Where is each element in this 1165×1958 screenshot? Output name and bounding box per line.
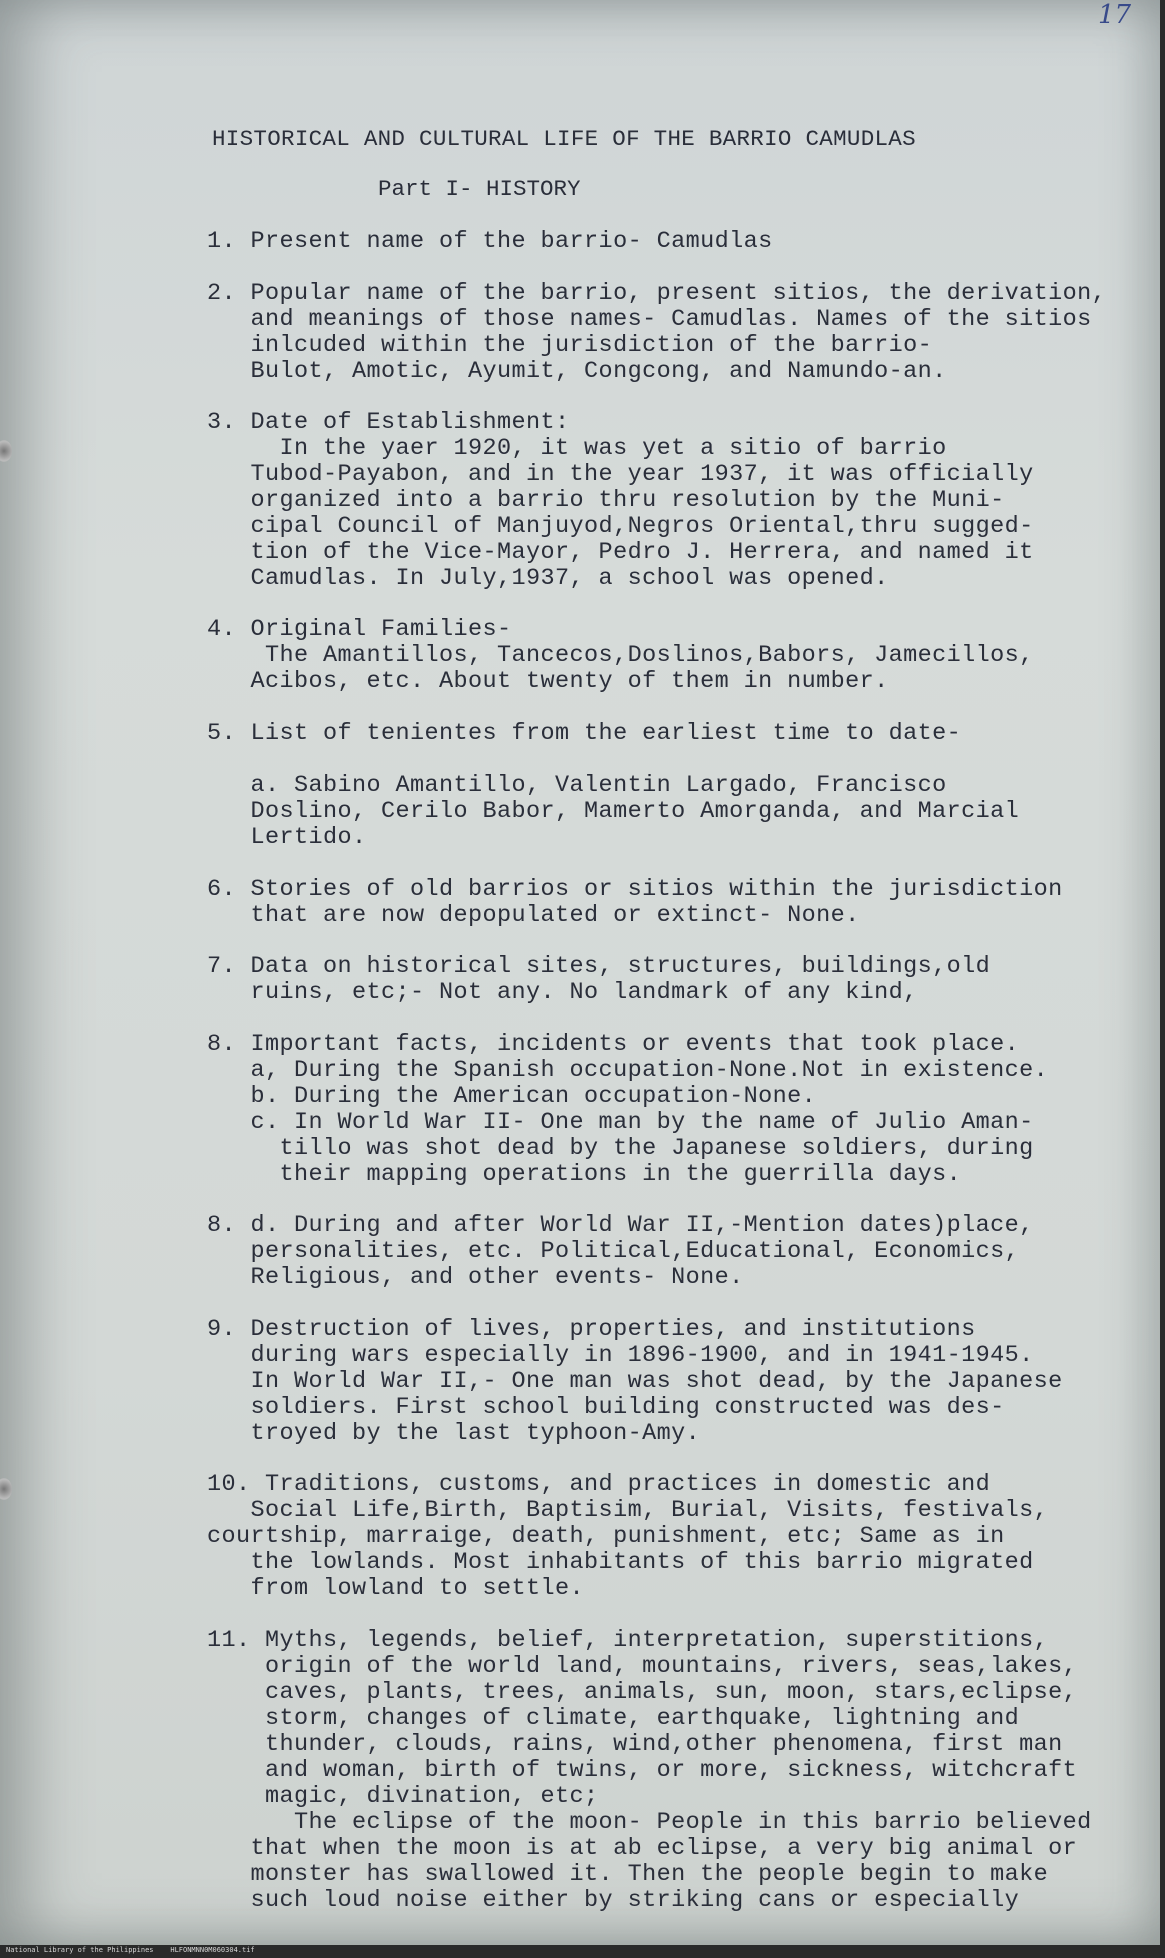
text-line: magic, divination, etc; <box>207 1783 599 1810</box>
text-line: The eclipse of the moon- People in this barrio believed <box>207 1809 1092 1836</box>
text-line: a, During the Spanish occupation-None.Not in existence. <box>207 1057 1049 1084</box>
text-line: cipal Council of Manjuyod,Negros Oriental,thru sugged- <box>207 513 1034 540</box>
text-line: inlcuded within the jurisdiction of the barrio- <box>207 332 933 359</box>
text-line: Religious, and other events- None. <box>207 1264 744 1291</box>
text-line: 7. Data on historical sites, structures, buildings,old <box>207 953 991 980</box>
text-line: and meanings of those names- Camudlas. Names of the sitios <box>207 306 1092 333</box>
text-line: monster has swallowed it. Then the people begin to make <box>207 1861 1049 1888</box>
text-line: their mapping operations in the guerrilla days. <box>207 1161 962 1188</box>
text-line: ruins, etc;- Not any. No landmark of any kind, <box>207 979 918 1006</box>
text-line: 8. Important facts, incidents or events that took place. <box>207 1031 1020 1058</box>
text-line: 3. Date of Establishment: <box>207 409 570 436</box>
text-line: Camudlas. In July,1937, a school was opened. <box>207 565 889 592</box>
text-line: origin of the world land, mountains, rivers, seas,lakes, <box>207 1653 1078 1680</box>
text-line: tion of the Vice-Mayor, Pedro J. Herrera, and named it <box>207 539 1034 566</box>
text-line: 6. Stories of old barrios or sitios within the jurisdiction <box>207 876 1063 903</box>
text-line: 2. Popular name of the barrio, present sitios, the derivation, <box>207 280 1107 307</box>
text-line: Tubod-Payabon, and in the year 1937, it was officially <box>207 461 1034 488</box>
document-title: HISTORICAL AND CULTURAL LIFE OF THE BARRIO CAMUDLAS <box>212 126 916 152</box>
text-line: tillo was shot dead by the Japanese soldiers, during <box>207 1135 1034 1162</box>
text-line: that are now depopulated or extinct- None. <box>207 902 860 929</box>
text-line: 10. Traditions, customs, and practices in domestic and <box>207 1471 991 1498</box>
text-line: 1. Present name of the barrio- Camudlas <box>207 228 773 255</box>
text-line: Doslino, Cerilo Babor, Mamerto Amorganda, and Marcial <box>207 798 1020 825</box>
text-line: c. In World War II- One man by the name of Julio Aman- <box>207 1109 1034 1136</box>
text-line: storm, changes of climate, earthquake, lightning and <box>207 1705 1020 1732</box>
binding-hole <box>0 440 12 462</box>
text-line: Acibos, etc. About twenty of them in number. <box>207 668 889 695</box>
text-line: 11. Myths, legends, belief, interpretation, superstitions, <box>207 1627 1049 1654</box>
text-line: 4. Original Families- <box>207 616 512 643</box>
text-line: In the yaer 1920, it was yet a sitio of barrio <box>207 435 947 462</box>
binding-hole <box>0 1478 12 1500</box>
text-line: In World War II,- One man was shot dead, by the Japanese <box>207 1368 1063 1395</box>
text-line: 8. d. During and after World War II,-Mention dates)place, <box>207 1212 1034 1239</box>
scan-footer: National Library of the Philippines HLFONMNN0M060304.tif <box>6 1946 255 1954</box>
text-line: 5. List of tenientes from the earliest time to date- <box>207 720 962 747</box>
text-line: The Amantillos, Tancecos,Doslinos,Babors, Jamecillos, <box>207 642 1034 669</box>
text-line: from lowland to settle. <box>207 1575 585 1602</box>
text-line: b. During the American occupation-None. <box>207 1083 817 1110</box>
text-line: soldiers. First school building constructed was des- <box>207 1394 1005 1421</box>
text-line: Bulot, Amotic, Ayumit, Congcong, and Namundo-an. <box>207 358 947 385</box>
text-line: 9. Destruction of lives, properties, and institutions <box>207 1316 976 1343</box>
text-line: a. Sabino Amantillo, Valentin Largado, Francisco <box>207 772 947 799</box>
text-line: that when the moon is at ab eclipse, a very big animal or <box>207 1835 1078 1862</box>
text-line: such loud noise either by striking cans or especially <box>207 1887 1020 1914</box>
text-line: and woman, birth of twins, or more, sickness, witchcraft <box>207 1757 1078 1784</box>
text-line: caves, plants, trees, animals, sun, moon, stars,eclipse, <box>207 1679 1078 1706</box>
page-number: 17 <box>1098 0 1132 30</box>
part-heading: Part I- HISTORY <box>378 176 581 202</box>
text-line: organized into a barrio thru resolution by the Muni- <box>207 487 1005 514</box>
text-line: thunder, clouds, rains, wind,other phenomena, first man <box>207 1731 1063 1758</box>
text-line: personalities, etc. Political,Educational, Economics, <box>207 1238 1020 1265</box>
text-line: the lowlands. Most inhabitants of this barrio migrated <box>207 1549 1034 1576</box>
text-line: Social Life,Birth, Baptisim, Burial, Visits, festivals, <box>207 1497 1049 1524</box>
text-line: during wars especially in 1896-1900, and in 1941-1945. <box>207 1342 1034 1369</box>
text-line: troyed by the last typhoon-Amy. <box>207 1420 701 1447</box>
text-line: Lertido. <box>207 824 367 851</box>
text-line: courtship, marraige, death, punishment, etc; Same as in <box>207 1523 1005 1550</box>
